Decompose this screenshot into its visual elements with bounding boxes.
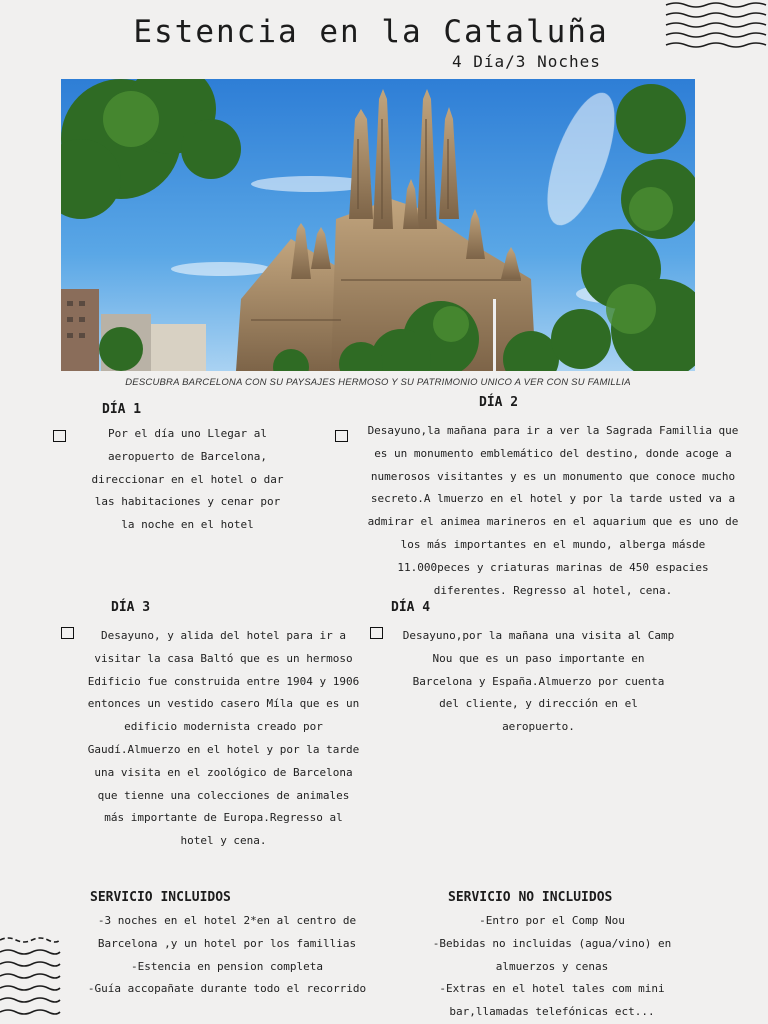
- services-included-heading: SERVICIO INCLUIDOS: [90, 890, 231, 905]
- day-2-checkbox[interactable]: [335, 430, 348, 442]
- day-3-text: Desayuno, y alida del hotel para ir a visitar la casa Baltó que es un hermoso Edificio fue construida entre 1904 y 1906 entonces un vestido casero Míla que es un edificio modernista creado por Gaudí.Almuerzo en el hotel y por la tarde una visita en el zoológico de Barcelona que tienne una colecciones de animales más importante de Europa.Regresso al hotel y cena.: [87, 629, 360, 848]
- list-item: -Estencia en pension completa: [130, 959, 324, 973]
- day-3-checkbox[interactable]: [61, 627, 74, 639]
- list-item: -Guía accopañate durante todo el recorrido: [87, 982, 367, 996]
- postmark-wave-icon: [0, 934, 62, 1024]
- sagrada-familia-photo: [61, 79, 695, 371]
- services-not-included-list: [422, 910, 682, 1024]
- day-3-heading: DÍA 3: [111, 600, 151, 615]
- day-1-heading: DÍA 1: [102, 402, 142, 417]
- day-4-heading: DÍA 4: [391, 600, 431, 615]
- page-subtitle: 4 Día/3 Noches: [452, 52, 601, 71]
- page-title: Estencia en la Cataluña: [133, 14, 609, 50]
- list-item: -Entro por el Comp Nou: [479, 914, 625, 927]
- day-2-text: Desayuno,la mañana para ir a ver la Sagrada Famillia que es un monumento emblemático del destino, donde acoge a numerosos visitantes y es un monumento que conoce mucho secreto.A lmuerzo en el hotel y por la tarde usted va a admirar el animea marineros en el aquarium que es uno de los más importantes en el mundo, alberga másde 11.000peces y criaturas marinas de 450 espacies diferentes. Regresso al hotel, cena.: [367, 424, 739, 597]
- day-4-text: Desayuno,por la mañana una visita al Camp Nou que es un paso importante en Barcelona y España.Almuerzo por cuenta del cliente, y dirección en el aeropuerto.: [402, 629, 675, 734]
- day-2-heading: DÍA 2: [479, 395, 519, 410]
- list-item: -Extras en el hotel tales com mini bar,llamadas telefónicas ect...: [439, 982, 665, 1019]
- services-not-included-heading: SERVICIO NO INCLUIDOS: [448, 890, 613, 905]
- day-1-text: Por el día uno Llegar al aeropuerto de Barcelona, direccionar en el hotel o dar las habitaciones y cenar por la noche en el hotel: [91, 427, 284, 532]
- photo-caption: DESCUBRA BARCELONA CON SU PAYSAJES HERMOSO Y SU PATRIMONIO UNICO A VER CON SU FAMILLIA: [125, 377, 631, 388]
- list-item: -3 noches en el hotel 2*en al centro de Barcelona ,y un hotel por los famillias: [97, 914, 357, 950]
- list-item: -Bebidas no incluidas (agua/vino) en almuerzos y cenas: [432, 936, 672, 973]
- services-included-list: [86, 910, 368, 1001]
- day-4-checkbox[interactable]: [370, 627, 383, 639]
- day-1-checkbox[interactable]: [53, 430, 66, 442]
